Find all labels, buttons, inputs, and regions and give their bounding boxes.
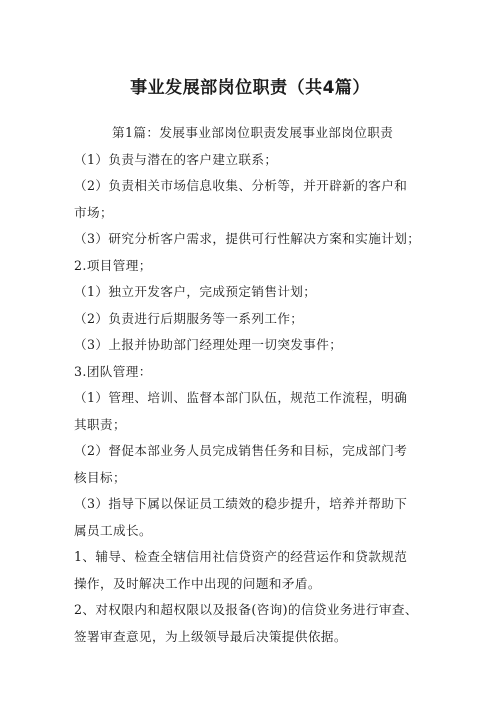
body-line: 3.团队管理： bbox=[74, 363, 152, 379]
body-line: 核目标； bbox=[74, 469, 126, 485]
body-line: （3）指导下属以保证员工绩效的稳步提升，培养并帮助下 bbox=[74, 496, 408, 511]
body-line: 操作，及时解决工作中出现的问题和矛盾。 bbox=[74, 575, 321, 591]
document-title: 事业发展部岗位职责（共4篇） bbox=[130, 78, 370, 98]
body-line: （1）管理、培训、监督本部门队伍，规范工作流程，明确 bbox=[74, 390, 408, 405]
body-line: （2）负责相关市场信息收集、分析等，并开辟新的客户和 bbox=[74, 178, 408, 193]
body-line: （3）上报并协助部门经理处理一切突发事件； bbox=[74, 337, 343, 352]
body-line: 1、辅导、检查全辖信用社信贷资产的经营运作和贷款规范 bbox=[74, 549, 408, 564]
body-line: （1）负责与潜在的客户建立联系； bbox=[74, 151, 278, 167]
body-line: （3）研究分析客户需求，提供可行性解决方案和实施计划； bbox=[74, 231, 421, 246]
body-line: （2）督促本部业务人员完成销售任务和目标，完成部门考 bbox=[74, 443, 408, 458]
body-line: 2.项目管理； bbox=[74, 257, 152, 273]
section-heading: 第1篇：发展事业部岗位职责发展事业部岗位职责 bbox=[112, 125, 394, 140]
body-line: 2、对权限内和超权限以及报备(咨询)的信贷业务进行审查、 bbox=[74, 602, 418, 617]
document-body bbox=[74, 120, 434, 650]
body-line: 市场； bbox=[74, 204, 113, 220]
body-line: 签署审查意见，为上级领导最后决策提供依据。 bbox=[74, 628, 347, 644]
body-line: （2）负责进行后期服务等一系列工作； bbox=[74, 310, 304, 326]
body-line: 其职责； bbox=[74, 416, 126, 432]
body-line: （1）独立开发客户，完成预定销售计划； bbox=[74, 284, 317, 299]
body-line: 属员工成长。 bbox=[74, 522, 152, 538]
